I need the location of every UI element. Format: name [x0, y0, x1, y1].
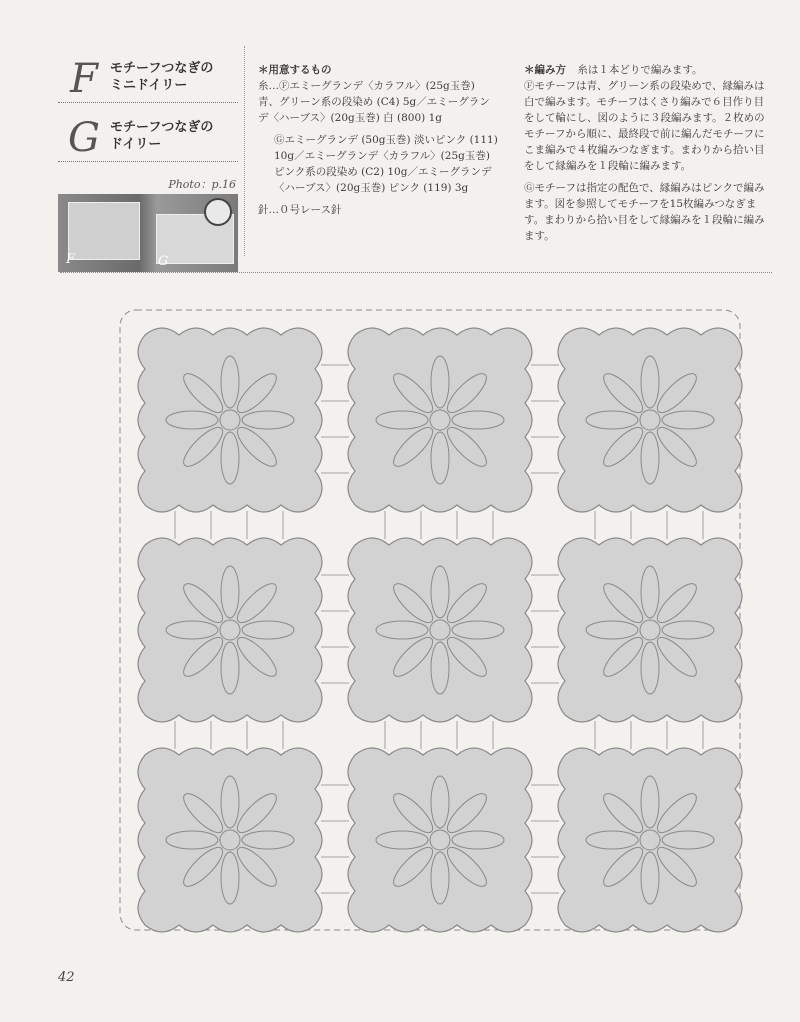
instructions-note: 糸は１本どりで編みます。: [577, 64, 703, 76]
photo-label: Photo：p.16: [168, 178, 236, 191]
yarn-prefix: 糸…: [258, 80, 279, 92]
title-letter-g: G: [68, 115, 100, 161]
clock-icon: [204, 198, 232, 226]
column-divider: [244, 46, 245, 256]
page-number: 42: [58, 970, 75, 985]
title-f-line2: ミニドイリー: [110, 78, 188, 93]
materials-heading: ＊用意するもの: [258, 64, 332, 76]
title-block: [58, 52, 238, 269]
title-g: [58, 111, 238, 162]
photo-tag-g: G: [158, 254, 169, 269]
product-photo: [58, 194, 238, 272]
title-f: [58, 52, 238, 103]
materials-section: [258, 62, 498, 224]
photo-tag-f: F: [66, 252, 76, 267]
yarn-f: Ⓕエミーグランデ〈カラフル〉(25g玉巻) 青、グリーン系の段染め (C4) 5g／エミーグランデ〈ハーブス〉(20g玉巻) 白 (800) 1g: [258, 80, 490, 124]
title-g-line1: モチーフつなぎの: [110, 120, 214, 135]
crochet-chart: [100, 290, 780, 960]
instructions-g: Ⓖモチーフは指定の配色で、縁編みはピンクで編みます。図を参照してモチーフを15枚編みつなぎます。まわりから拾い目をして縁編みを１段輪に編みます。: [524, 182, 765, 242]
yarn-g: Ⓖエミーグランデ (50g玉巻) 淡いピンク (111) 10g／エミーグランデ〈カラフル〉(25g玉巻) ピンク系の段染め (C2) 10g／エミーグランデ〈ハーブス〉(20g玉巻) ピンク (119) 3g: [274, 134, 498, 194]
title-letter-f: F: [70, 56, 98, 102]
instructions-f: Ⓕモチーフは青、グリーン系の段染めで、縁編みは白で編みます。モチーフはくさり編みで６目作り目をして輪にし、図のように３段編みます。２枚めのモチーフから順に、最終段で前に編んだモチーフにこま編みで４枚編みつなぎます。まわりから拾い目をして縁編みを１段輪に編みます。: [524, 80, 765, 172]
title-g-line2: ドイリー: [110, 137, 162, 152]
instructions-heading: ＊編み方: [524, 64, 566, 76]
needle: 針…０号レース針: [258, 204, 342, 216]
section-divider: [60, 272, 772, 273]
doily-f-image: [68, 202, 140, 260]
instructions-section: [524, 62, 772, 250]
title-f-line1: モチーフつなぎの: [110, 61, 214, 76]
